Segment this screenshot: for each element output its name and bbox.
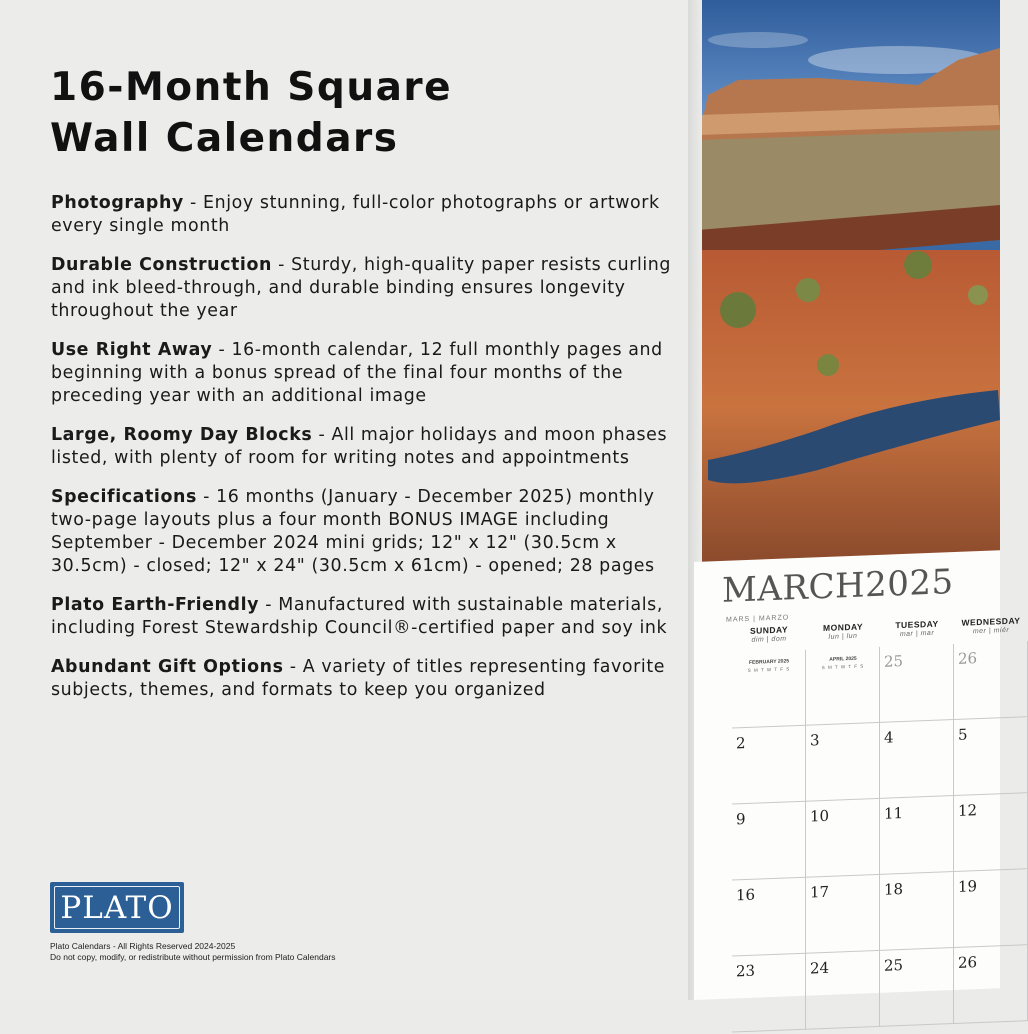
- day-cell: [954, 641, 1028, 720]
- feature-item: [51, 339, 681, 408]
- day-number: 11: [884, 803, 904, 823]
- day-cell: [954, 793, 1028, 872]
- month-title: [722, 562, 954, 611]
- feature-heading: Large, Roomy Day Blocks: [51, 425, 313, 445]
- desert-landscape-image: [698, 0, 1000, 565]
- page-title: [50, 62, 670, 164]
- day-number: 10: [810, 806, 830, 826]
- day-number: 19: [958, 877, 978, 896]
- day-header-tuesday: [880, 618, 954, 639]
- feature-heading: Durable Construction: [51, 255, 273, 275]
- day-header-monday: [806, 621, 880, 642]
- day-cell: [954, 869, 1028, 948]
- calendar-page: [694, 550, 1021, 1000]
- day-header-sunday: [732, 624, 806, 645]
- day-translation: lun | lun: [828, 632, 858, 641]
- feature-text: - 16-month calendar, 12 full monthly pages and beginning with a bonus spread of the final four months of the preceding year with an additional image: [51, 340, 663, 406]
- feature-item: [51, 656, 681, 702]
- mini-calendar-april: [810, 655, 876, 671]
- copyright-footer: [50, 941, 450, 963]
- day-number: 2: [736, 734, 746, 753]
- feature-text: - Manufactured with sustainable materials, including Forest Stewardship Council®-certified paper and soy ink: [51, 595, 668, 638]
- day-number: 18: [884, 879, 904, 899]
- day-number: 9: [736, 810, 746, 829]
- year-label: 2025: [865, 562, 954, 606]
- day-number: 16: [736, 885, 756, 905]
- feature-heading: Photography: [51, 193, 184, 213]
- day-cell: [732, 650, 806, 729]
- day-number: 26: [958, 953, 978, 972]
- plato-logo: [50, 882, 184, 933]
- day-cell: [806, 875, 880, 954]
- day-cell: [880, 796, 954, 875]
- day-cell: [954, 717, 1028, 796]
- day-cell: [732, 726, 806, 805]
- logo-text: PLATO: [60, 889, 174, 926]
- month-name: MARCH: [722, 565, 866, 611]
- day-cell: [806, 723, 880, 802]
- feature-item: [51, 192, 681, 238]
- feature-heading: Specifications: [51, 487, 197, 507]
- day-cell: [880, 948, 954, 1027]
- day-name: WEDNESDAY: [961, 615, 1021, 628]
- day-number: 25: [884, 651, 904, 671]
- landscape-photo: [698, 0, 1000, 565]
- mini-calendar-title: APRIL 2025: [829, 655, 857, 663]
- feature-text: - A variety of titles representing favorite subjects, themes, and formats to keep you organized: [51, 657, 666, 700]
- day-cell: [732, 802, 806, 881]
- feature-item: [51, 424, 681, 470]
- day-cell: [954, 945, 1028, 1024]
- day-name: TUESDAY: [895, 618, 939, 631]
- feature-item: [51, 254, 681, 323]
- feature-heading: Abundant Gift Options: [51, 657, 284, 677]
- copyright-line: Plato Calendars - All Rights Reserved 2024-2025: [50, 941, 236, 951]
- day-number: 24: [810, 958, 830, 978]
- feature-list: [51, 192, 681, 718]
- title-line-2: Wall Calendars: [50, 116, 399, 161]
- day-name: SUNDAY: [749, 624, 789, 636]
- day-number: 4: [884, 728, 894, 747]
- day-cell: [806, 799, 880, 878]
- calendar-grid: [732, 641, 1022, 1012]
- feature-text: - All major holidays and moon phases listed, with plenty of room for writing notes and appointments: [51, 425, 668, 468]
- day-cell: [880, 720, 954, 799]
- day-cell: [732, 954, 806, 1033]
- month-translations: MARS | MARZO: [726, 614, 790, 624]
- day-cell: [880, 872, 954, 951]
- mini-calendar-weekdays: S M T W T F S: [747, 666, 791, 673]
- feature-heading: Plato Earth-Friendly: [51, 595, 260, 615]
- day-number: 25: [884, 955, 904, 975]
- mini-calendar-february: [736, 658, 802, 674]
- feature-item: [51, 486, 681, 578]
- day-name: MONDAY: [823, 621, 863, 634]
- feature-text: - Enjoy stunning, full-color photographs or artwork every single month: [51, 193, 660, 236]
- mini-calendar-weekdays: S M T W T F S: [821, 663, 865, 671]
- feature-text: - Sturdy, high-quality paper resists curling and ink bleed-through, and durable binding ensures longevity throughout the year: [51, 255, 672, 321]
- day-cell: [806, 647, 880, 726]
- day-translation: dim | dom: [751, 635, 787, 644]
- day-number: 23: [736, 961, 756, 981]
- day-number: 3: [810, 731, 820, 750]
- day-header-wednesday: [954, 615, 1028, 636]
- logo-frame: [54, 886, 180, 929]
- day-number: 12: [958, 801, 978, 820]
- day-translation: mar | mar: [899, 629, 935, 639]
- title-line-1: 16-Month Square: [50, 65, 453, 110]
- day-cell: [806, 951, 880, 1030]
- feature-text: - 16 months (January - December 2025) monthly two-page layouts plus a four month BONUS IMAGE including September - December 2024 mini grids; 12" x 12" (30.5cm x 30.5cm) - closed; 12" x 24" (30.5cm x 61cm) - opened; 28 pages: [51, 487, 655, 576]
- feature-heading: Use Right Away: [51, 340, 213, 360]
- day-cell: [880, 644, 954, 723]
- day-translation: mer | miér: [972, 626, 1010, 636]
- mini-calendar-title: FEBRUARY 2025: [748, 658, 789, 666]
- day-number: 17: [810, 882, 830, 902]
- usage-notice: Do not copy, modify, or redistribute without permission from Plato Calendars: [50, 952, 336, 962]
- day-cell: [732, 878, 806, 957]
- day-number: 26: [958, 649, 978, 668]
- feature-item: [51, 594, 681, 640]
- calendar-preview: [688, 0, 1021, 1000]
- day-number: 5: [958, 725, 968, 744]
